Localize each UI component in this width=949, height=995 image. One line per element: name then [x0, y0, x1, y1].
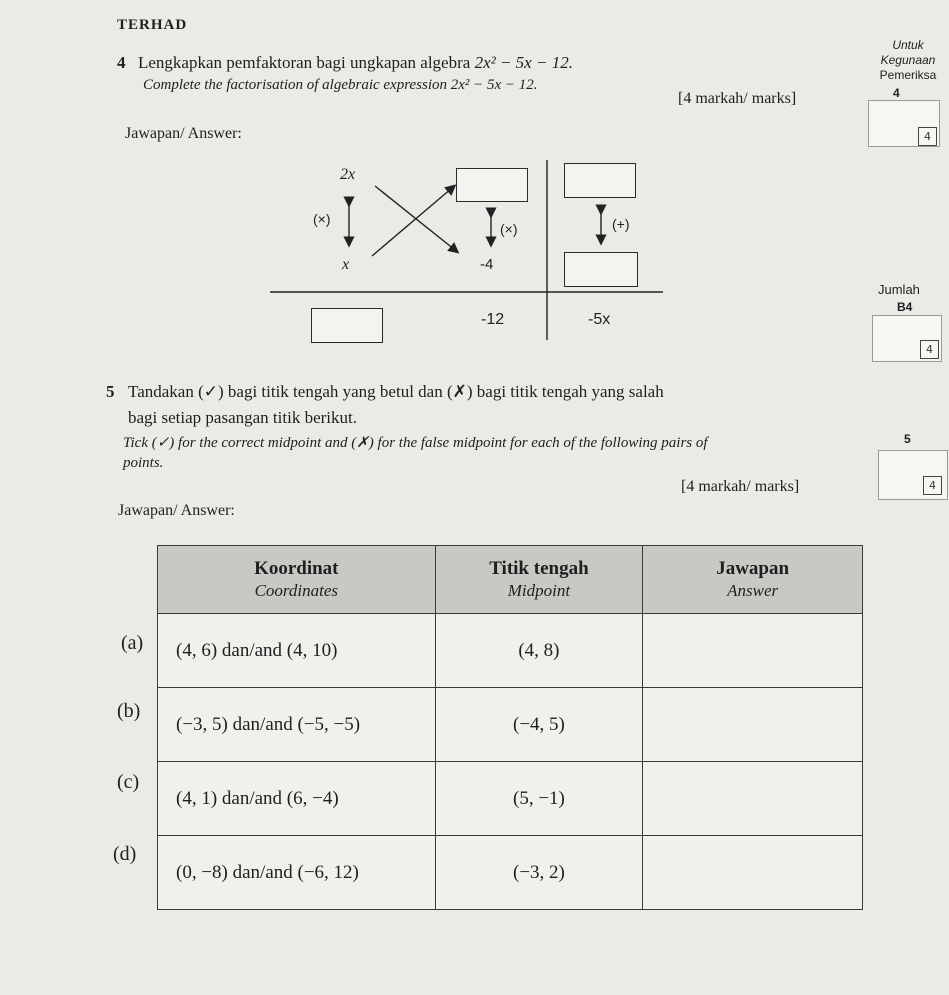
coords-cell: (−3, 5) dan/and (−5, −5)	[158, 688, 436, 762]
diagram-top-left: 2x	[340, 166, 356, 183]
answer-cell[interactable]	[643, 688, 863, 762]
diagram-result-middle-term: -5x	[588, 311, 611, 328]
header-answer	[643, 546, 863, 614]
q4-margin-number: 4	[893, 86, 900, 100]
q5-number: 5	[106, 382, 115, 401]
answer-cell[interactable]	[643, 836, 863, 910]
q5-text-en-line1: Tick (✓) for the correct midpoint and (✗) for the false midpoint for each of the following pairs of	[123, 435, 708, 451]
midpoint-cell: (−3, 2)	[435, 836, 643, 910]
header-midpoint-ms: Titik tengah	[489, 557, 589, 579]
q5-text-ms-line1: Tandakan (✓) bagi titik tengah yang betul dan (✗) bagi titik tengah yang salah	[128, 382, 664, 401]
answer-box-bottom-right[interactable]	[564, 252, 638, 287]
q4-text-en-prefix: Complete the factorisation of algebraic expression	[143, 77, 447, 93]
table-row	[158, 762, 863, 836]
q4-expression-en: 2x² − 5x − 12.	[450, 77, 538, 93]
examiner-title-line2: Kegunaan	[880, 53, 936, 67]
diagram-result-constant: -12	[481, 311, 505, 328]
answer-cell[interactable]	[643, 762, 863, 836]
table-row	[158, 836, 863, 910]
row-label-a: (a)	[121, 632, 144, 654]
diagram-bottom-center: -4	[480, 256, 494, 273]
midpoint-cell: (−4, 5)	[435, 688, 643, 762]
q5-answer-label: Jawapan/ Answer:	[118, 502, 235, 519]
header-midpoint	[435, 546, 643, 614]
header-midpoint-en: Midpoint	[507, 580, 571, 600]
total-score: 4	[920, 340, 939, 359]
q5-marks: [4 markah/ marks]	[681, 478, 800, 495]
total-label: Jumlah	[878, 282, 920, 297]
header-answer-ms: Jawapan	[716, 557, 790, 579]
answer-box-top-center[interactable]	[456, 168, 528, 202]
coords-cell: (4, 1) dan/and (6, −4)	[158, 762, 436, 836]
q4-marks: [4 markah/ marks]	[678, 90, 797, 107]
q5-margin-number: 5	[904, 432, 911, 446]
q4-expression-ms: 2x² − 5x − 12.	[474, 53, 573, 72]
q5-score: 4	[923, 476, 942, 495]
answer-box-top-right[interactable]	[564, 163, 636, 198]
midpoint-cell: (4, 8)	[435, 614, 643, 688]
row-label-c: (c)	[117, 771, 140, 793]
diagram-bottom-left: x	[342, 256, 350, 273]
table-row	[158, 688, 863, 762]
table-header-row	[158, 546, 863, 614]
table-row	[158, 614, 863, 688]
diagram-right-operator: (+)	[612, 216, 630, 232]
midpoint-table	[157, 545, 863, 910]
diagram-center-operator: (×)	[500, 221, 518, 237]
q5-text-ms-line2: bagi setiap pasangan titik berikut.	[128, 408, 357, 427]
header-coordinates-en: Coordinates	[254, 580, 339, 600]
header-coordinates	[158, 546, 436, 614]
restriction-label: TERHAD	[117, 17, 188, 33]
q4-score: 4	[918, 127, 937, 146]
examiner-title-line1: Untuk	[892, 38, 924, 52]
cross-line-up	[372, 188, 452, 256]
midpoint-cell: (5, −1)	[435, 762, 643, 836]
q4-answer-label: Jawapan/ Answer:	[125, 125, 242, 142]
row-label-d: (d)	[113, 843, 137, 865]
answer-cell[interactable]	[643, 614, 863, 688]
coords-cell: (4, 6) dan/and (4, 10)	[158, 614, 436, 688]
total-code: B4	[897, 300, 913, 314]
q5-text-en-line2: points.	[123, 455, 164, 471]
answer-box-result-left[interactable]	[311, 308, 383, 343]
q4-text-ms-prefix: Lengkapkan pemfaktoran bagi ungkapan algebra	[138, 53, 471, 72]
coords-cell: (0, −8) dan/and (−6, 12)	[158, 836, 436, 910]
examiner-title-line3: Pemeriksa	[879, 68, 937, 82]
header-coordinates-ms: Koordinat	[254, 557, 339, 579]
diagram-left-operator: (×)	[313, 211, 331, 227]
row-label-b: (b)	[117, 700, 141, 722]
header-answer-en: Answer	[727, 580, 779, 600]
q4-number: 4	[117, 53, 126, 72]
